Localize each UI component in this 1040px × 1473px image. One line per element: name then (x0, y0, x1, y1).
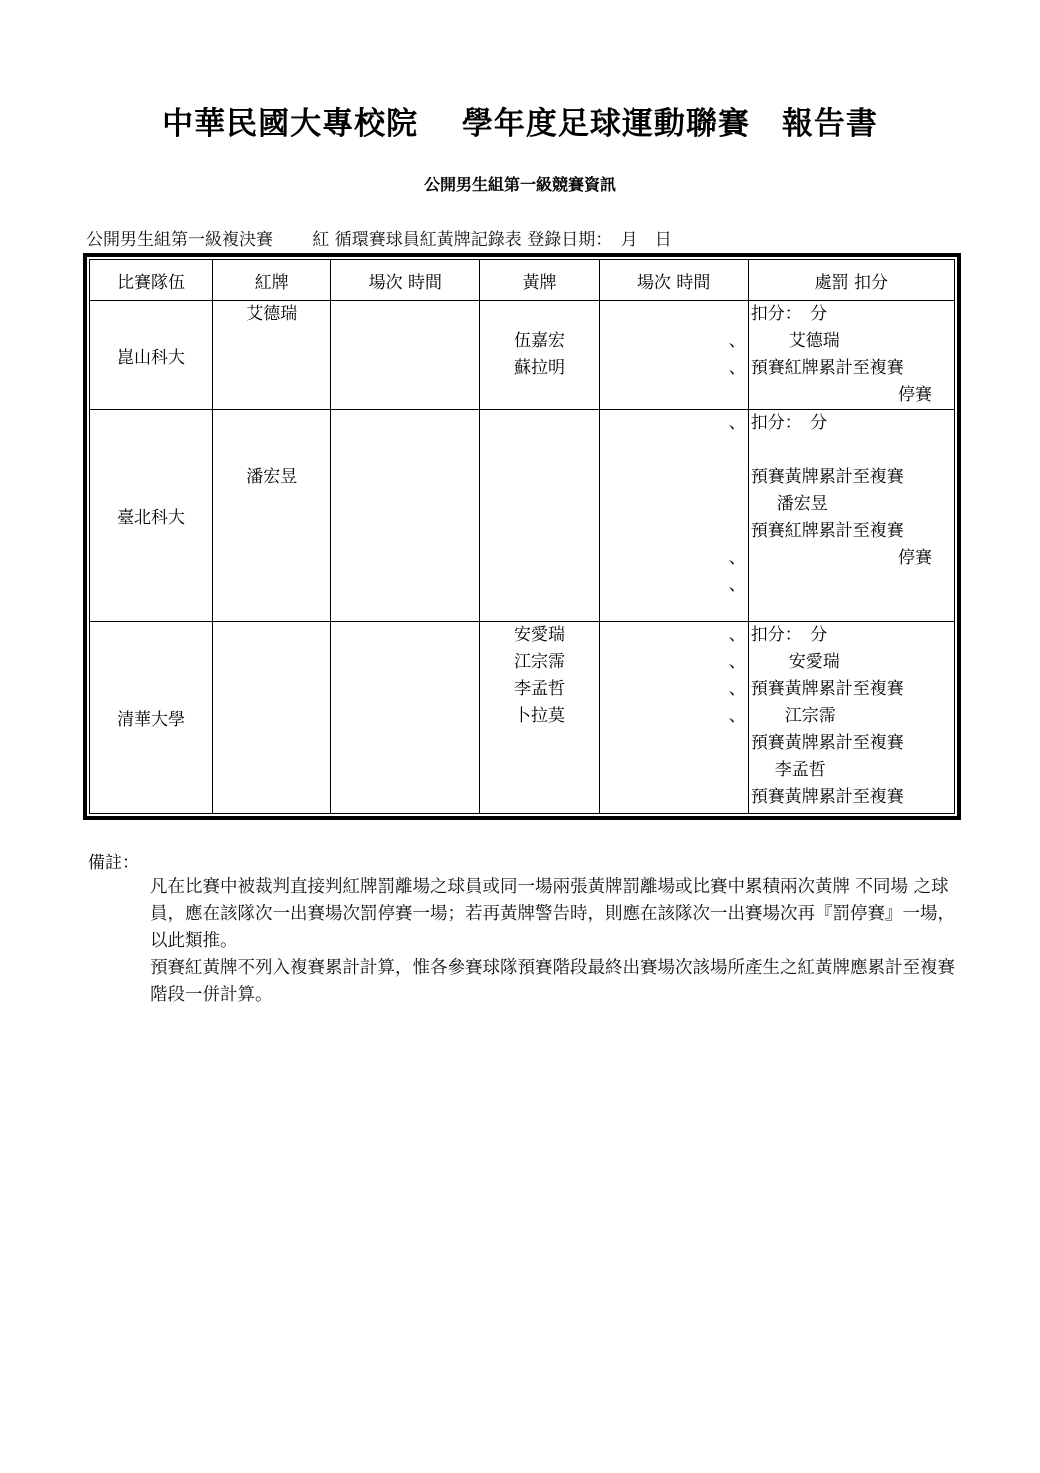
team-cell: 崑山科大 (90, 301, 213, 410)
yellow-card-player: 伍嘉宏 (514, 331, 565, 352)
yellow-time-cell: 、 、 、 、 (599, 621, 748, 813)
yellow-card-cell (480, 410, 599, 621)
team-cell: 清華大學 (90, 621, 213, 813)
header-penalty: 處罰 扣分 (748, 260, 954, 301)
card-record-table (83, 253, 961, 820)
penalty-cell: 扣分： 分 安愛瑞 預賽黃牌累計至複賽 江宗霈 預賽黃牌累計至複賽 李孟哲 預賽黃牌累計至複賽 (748, 621, 954, 813)
header-red-time: 場次 時間 (331, 260, 480, 301)
yellow-card-cell (480, 301, 599, 410)
yellow-card-player: 李孟哲 (514, 678, 565, 699)
penalty-cell: 扣分： 分 預賽黃牌累計至複賽 潘宏昱 預賽紅牌累計至複賽 停賽 (748, 410, 954, 621)
remarks-label: 備註： (88, 853, 139, 873)
table-row (90, 301, 955, 410)
header-red-card: 紅牌 (213, 260, 331, 301)
red-card-cell (213, 621, 331, 813)
red-card-cell (213, 410, 331, 621)
red-time-cell (331, 301, 480, 410)
yellow-card-player: 安愛瑞 (514, 624, 565, 645)
remarks-body (150, 874, 960, 1009)
yellow-time-cell: 、 、 、 (599, 410, 748, 621)
red-time-cell (331, 410, 480, 621)
team-cell: 臺北科大 (90, 410, 213, 621)
red-card-cell (213, 301, 331, 410)
penalty-cell: 扣分： 分 艾德瑞 預賽紅牌累計至複賽 停賽 (748, 301, 954, 410)
table-row (90, 410, 955, 621)
info-line: 公開男生組第一級複決賽 紅 循環賽球員紅黃牌記錄表 登錄日期： 月 日 (86, 230, 672, 250)
header-team: 比賽隊伍 (90, 260, 213, 301)
yellow-card-player: 江宗霈 (514, 651, 565, 672)
report-title: 中華民國大專校院 學年度足球運動聯賽 報告書 (162, 106, 878, 142)
table-row (90, 621, 955, 813)
remarks-paragraph: 凡在比賽中被裁判直接判紅牌罰離場之球員或同一場兩張黃牌罰離場或比賽中累積兩次黃牌 不同場 之球員，應在該隊次一出賽場次罰停賽一場；若再黃牌警告時，則應在該隊次一出賽場次再『罰停賽』一場，以此類推。 (150, 877, 955, 951)
yellow-card-player: 卜拉莫 (514, 705, 565, 726)
red-card-player: 艾德瑞 (246, 304, 298, 325)
report-subtitle: 公開男生組第一級競賽資訊 (423, 175, 616, 194)
red-time-cell (331, 621, 480, 813)
header-yellow-card: 黃牌 (480, 260, 599, 301)
red-card-player: 潘宏昱 (246, 467, 298, 488)
yellow-card-cell (480, 621, 599, 813)
yellow-time-cell: 、 、 (599, 301, 748, 410)
yellow-card-player: 蘇拉明 (514, 358, 565, 379)
remarks-paragraph: 預賽紅黃牌不列入複賽累計計算，惟各參賽球隊預賽階段最終出賽場次該場所產生之紅黃牌應累計至複賽階段一併計算。 (150, 958, 955, 1005)
table-header-row (90, 260, 955, 301)
header-yellow-time: 場次 時間 (599, 260, 748, 301)
